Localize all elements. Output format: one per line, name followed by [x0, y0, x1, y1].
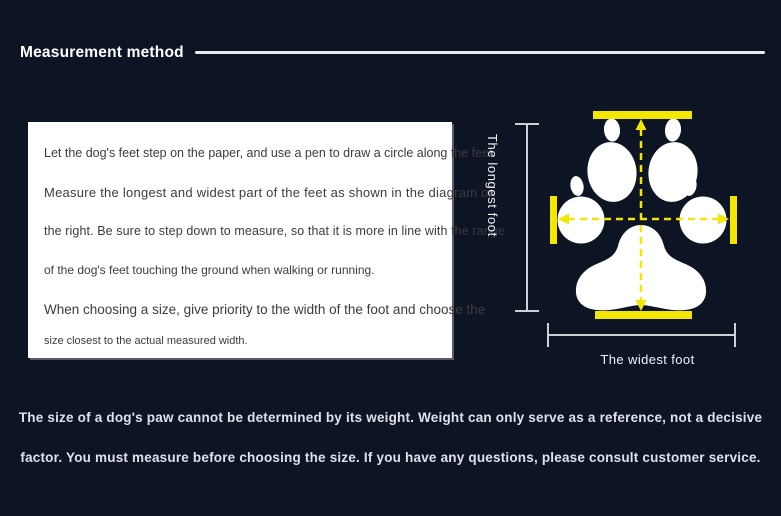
right-width-bar [730, 196, 737, 244]
footer-note-line-2: factor. You must measure before choosing the size. If you have any questions, please consult customer service. [20, 450, 761, 465]
paw-toe [558, 197, 605, 244]
paw-pad [576, 225, 706, 310]
paw-toe [645, 139, 701, 205]
longest-foot-measure-line [515, 124, 539, 311]
paw-toe [680, 197, 727, 244]
width-measure-arrow [558, 214, 729, 225]
paw-claw [569, 175, 585, 197]
widest-foot-label: The widest foot [600, 352, 695, 367]
length-measure-arrow [636, 119, 647, 311]
instruction-warning-line: When choosing a size, give priority to the width of the foot and choose the [44, 302, 486, 317]
paw-claw [682, 175, 698, 197]
title-underline [195, 51, 765, 54]
instruction-line: Let the dog's feet step on the paper, and use a pen to draw a circle along the feet. [44, 146, 497, 160]
yellow-caliper-bars [550, 111, 737, 319]
longest-foot-label: The longest foot [485, 134, 500, 237]
footer-note-line-1: The size of a dog's paw cannot be determined by its weight. Weight can only serve as a reference, not a decisive [18, 410, 763, 425]
dog-paw-icon [558, 118, 727, 311]
instruction-line: the right. Be sure to step down to measure, so that it is more in line with the range [44, 224, 505, 238]
page-title: Measurement method [20, 44, 184, 61]
bottom-length-bar [595, 311, 692, 319]
paw-claw [664, 118, 682, 142]
instruction-line: Measure the longest and widest part of the feet as shown in the diagram on [44, 185, 497, 200]
paw-claw [603, 118, 621, 142]
left-width-bar [550, 196, 557, 244]
instruction-warning-line: size closest to the actual measured width. [44, 335, 248, 347]
top-length-bar [593, 111, 692, 119]
widest-foot-measure-line [548, 323, 735, 347]
paw-toe [584, 139, 640, 205]
instruction-line: of the dog's feet touching the ground when walking or running. [44, 263, 375, 277]
